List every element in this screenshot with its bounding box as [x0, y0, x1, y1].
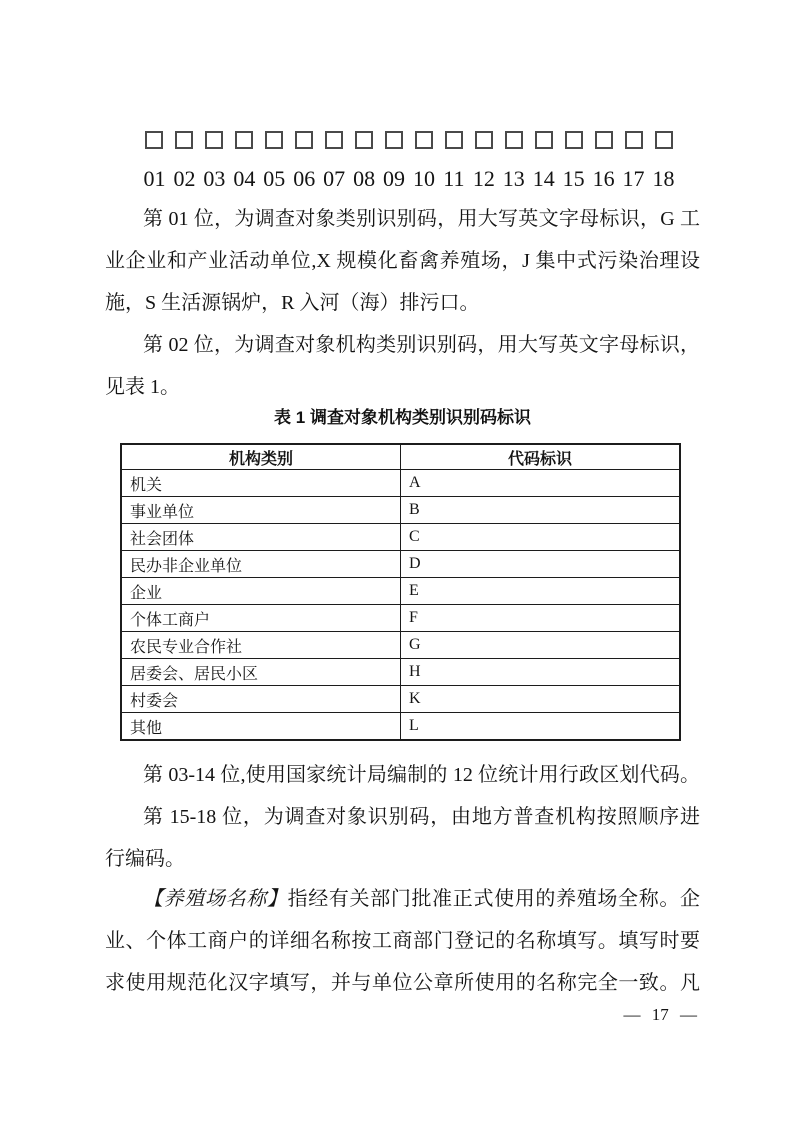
org-type-code-table — [120, 443, 681, 741]
org-type-cell: 企业 — [121, 578, 401, 605]
code-digit: 15 — [562, 166, 585, 191]
code-digit: 11 — [443, 166, 465, 191]
checkbox-square — [205, 131, 223, 149]
checkbox-square — [475, 131, 493, 149]
code-cell: H — [401, 659, 681, 686]
table-row — [121, 605, 680, 632]
paragraph-bit15-18 — [105, 796, 700, 880]
table-row — [121, 659, 680, 686]
org-type-cell: 社会团体 — [121, 524, 401, 551]
paragraph-bit03-14 — [105, 754, 700, 796]
code-digit: 12 — [472, 166, 495, 191]
code-digit: 09 — [383, 166, 405, 191]
table-row — [121, 497, 680, 524]
table-row — [121, 551, 680, 578]
code-digit: 08 — [353, 166, 376, 191]
code-digit: 01 — [143, 166, 166, 191]
field-term-bracketed: 【养殖场名称】 — [143, 888, 288, 910]
text-line: 见表 1。 — [105, 376, 180, 398]
page-number: — 17 — — [623, 1005, 697, 1024]
code-digit-row — [140, 166, 678, 192]
text-line: 业企业和产业活动单位,X 规模化畜禽养殖场，J 集中式污染治理设 — [105, 250, 700, 272]
text-line: 行编码。 — [105, 848, 185, 870]
code-digit: 02 — [173, 166, 196, 191]
paragraph-bit02 — [105, 324, 700, 408]
org-type-cell: 个体工商户 — [121, 605, 401, 632]
table-caption: 表 1 调查对象机构类别识别码标识 — [274, 408, 531, 427]
code-digit: 04 — [233, 166, 256, 191]
table-header-row — [121, 444, 680, 470]
code-digit: 05 — [263, 166, 286, 191]
table-row — [121, 632, 680, 659]
code-table-body — [121, 470, 680, 741]
checkbox-square — [535, 131, 553, 149]
code-cell: C — [401, 524, 681, 551]
checkbox-square — [235, 131, 253, 149]
table-row — [121, 686, 680, 713]
org-type-cell: 农民专业合作社 — [121, 632, 401, 659]
checkbox-square — [175, 131, 193, 149]
org-type-cell: 民办非企业单位 — [121, 551, 401, 578]
header-org-type: 机构类别 — [121, 444, 401, 470]
table-row — [121, 470, 680, 497]
org-type-cell: 机关 — [121, 470, 401, 497]
table-row — [121, 524, 680, 551]
text-line: 施，S 生活源锅炉，R 入河（海）排污口。 — [105, 292, 480, 314]
code-box-row — [145, 131, 673, 149]
table-row — [121, 578, 680, 605]
text-line: 第 15-18 位，为调查对象识别码，由地方普查机构按照顺序进 — [143, 806, 700, 828]
table-row — [121, 713, 680, 741]
checkbox-square — [595, 131, 613, 149]
org-type-cell: 村委会 — [121, 686, 401, 713]
checkbox-square — [385, 131, 403, 149]
checkbox-square — [295, 131, 313, 149]
code-digit: 16 — [592, 166, 615, 191]
text-line: 第 01 位，为调查对象类别识别码，用大写英文字母标识，G 工 — [143, 208, 700, 230]
checkbox-square — [625, 131, 643, 149]
checkbox-square — [145, 131, 163, 149]
code-cell: G — [401, 632, 681, 659]
code-cell: A — [401, 470, 681, 497]
text-segment: 指经有关部门批准正式使用的养殖场全称。企 — [287, 888, 700, 910]
code-cell: L — [401, 713, 681, 741]
checkbox-square — [265, 131, 283, 149]
code-cell: B — [401, 497, 681, 524]
text-line: 第 02 位，为调查对象机构类别识别码，用大写英文字母标识， — [143, 334, 700, 356]
code-digit: 18 — [652, 166, 675, 191]
org-type-cell: 事业单位 — [121, 497, 401, 524]
code-digit: 10 — [412, 166, 435, 191]
code-cell: D — [401, 551, 681, 578]
header-code: 代码标识 — [401, 444, 681, 470]
code-digit: 17 — [622, 166, 645, 191]
checkbox-square — [445, 131, 463, 149]
checkbox-square — [355, 131, 373, 149]
code-digit: 03 — [203, 166, 226, 191]
code-digit: 07 — [323, 166, 346, 191]
checkbox-square — [505, 131, 523, 149]
code-cell: F — [401, 605, 681, 632]
text-line — [105, 878, 700, 920]
org-type-cell: 居委会、居民小区 — [121, 659, 401, 686]
code-digit: 14 — [532, 166, 555, 191]
checkbox-square — [565, 131, 583, 149]
org-type-cell: 其他 — [121, 713, 401, 741]
text-line: 第 03-14 位,使用国家统计局编制的 12 位统计用行政区划代码。 — [143, 764, 700, 786]
code-cell: E — [401, 578, 681, 605]
text-line: 求使用规范化汉字填写，并与单位公章所使用的名称完全一致。凡 — [105, 972, 700, 994]
code-cell: K — [401, 686, 681, 713]
text-line: 业、个体工商户的详细名称按工商部门登记的名称填写。填写时要 — [105, 930, 700, 952]
paragraph-farm-name — [105, 878, 700, 1004]
checkbox-square — [325, 131, 343, 149]
paragraph-bit01 — [105, 198, 700, 324]
checkbox-square — [415, 131, 433, 149]
checkbox-square — [655, 131, 673, 149]
code-digit: 06 — [293, 166, 316, 191]
code-digit: 13 — [502, 166, 525, 191]
